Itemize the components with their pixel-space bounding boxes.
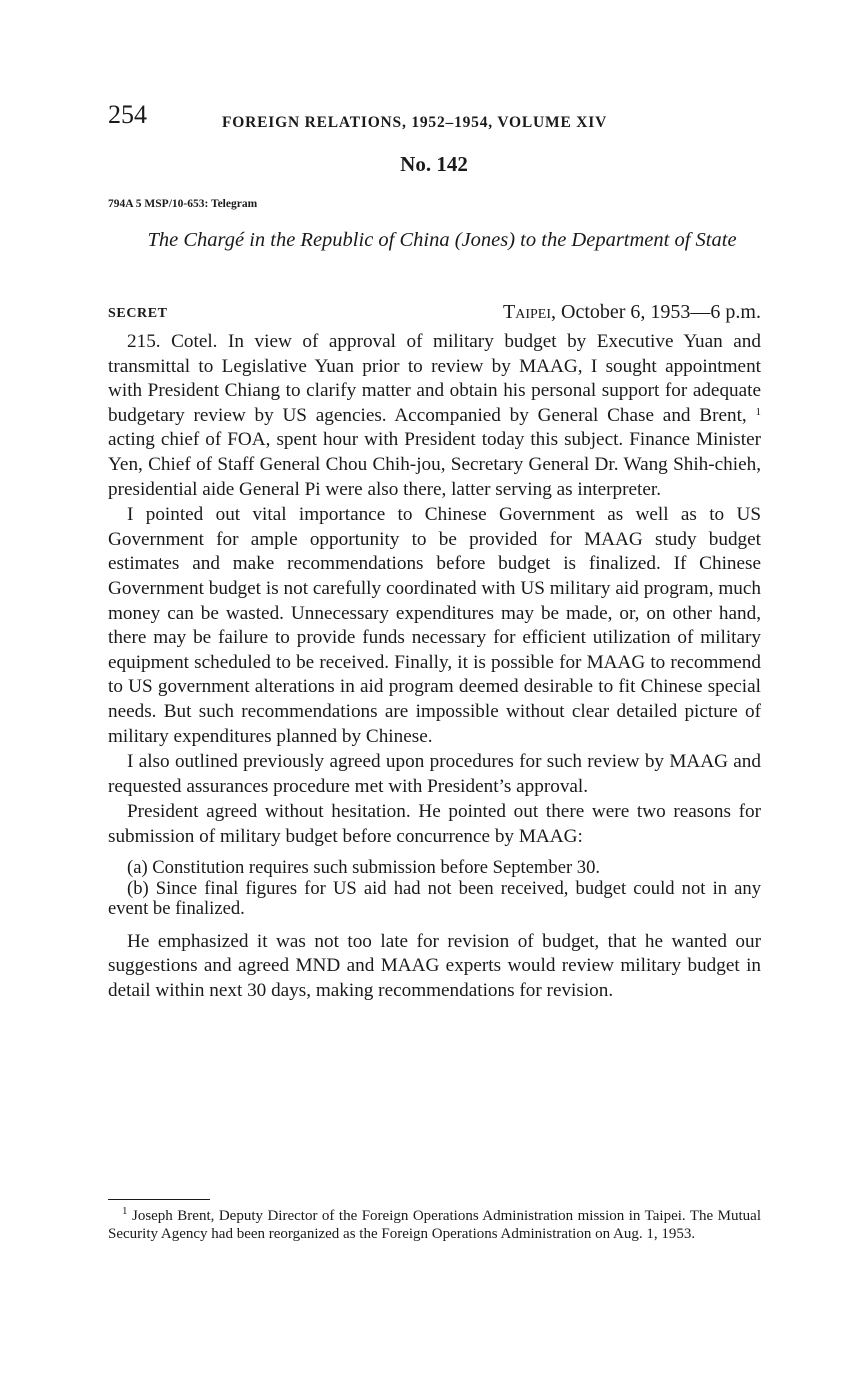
dateline <box>503 300 761 324</box>
reason-a: (a) Constitution requires such submission before September 30. <box>127 857 601 879</box>
footnote-rule <box>108 1199 210 1200</box>
footnote-marker: 1 <box>122 1205 128 1217</box>
file-reference: 794A 5 MSP/10-653: Telegram <box>108 198 258 210</box>
telegram-body <box>108 330 761 1003</box>
reasons-list <box>108 858 761 919</box>
page-number: 254 <box>108 100 147 129</box>
paragraph-2: I pointed out vital importance to Chinese Government as well as to US Government for ample opportunity to be provided for MAAG study budget estimates and make recommendations before budget is finalized. If Chinese Government budget is not carefully coordinated with US military aid program, much money can be wasted. Unnecessary expenditures may be made, or, on other hand, there may be failure to provide funds necessary for efficient utilization of military equipment scheduled to be received. Finally, it is possible for MAAG to recommend to US government alterations in aid program deemed desirable to fit Chinese special needs. But such recommendations are impossible without clear detailed picture of military expenditures planned by Chinese. <box>108 504 761 747</box>
document-number: No. 142 <box>400 152 468 176</box>
document-heading: The Chargé in the Republic of China (Jones) to the Department of State <box>147 229 737 251</box>
paragraph-5: He emphasized it was not too late for revision of budget, that he wanted our suggestions and agreed MND and MAAG experts would review military budget in detail within next 30 days, making recommendations for revision. <box>108 930 761 1001</box>
paragraph-1: 215. Cotel. In view of approval of military budget by Executive Yuan and transmittal to Legislative Yuan prior to review by MAAG, I sought appointment with President Chiang to clarify matter and obtain his personal support for adequate budgetary review by US agencies. Accompanied by General Chase and Brent, $^1$ acting chief of FOA, spent hour with President today this subject. Finance Minister Yen, Chief of Staff General Chou Chih-jou, Secretary General Dr. Wang Shih-chieh, presidential aide General Pi were also there, latter serving as interpreter. <box>108 331 761 500</box>
footnote-reference: 1 <box>755 405 761 418</box>
footnote-text: Joseph Brent, Deputy Director of the Foreign Operations Administration mission in Taipei. The Mutual Security Agency had been reorganized as the Foreign Operations Administration on Aug. 1, 1953. <box>108 1208 761 1242</box>
running-head: FOREIGN RELATIONS, 1952–1954, VOLUME XIV <box>222 114 608 131</box>
paragraph-3: I also outlined previously agreed upon procedures for such review by MAAG and requested assurances procedure met with President’s approval. <box>108 751 761 797</box>
dateline-date: , October 6, 1953—6 p.m. <box>551 301 761 323</box>
footnote <box>108 1205 761 1243</box>
classification-marking: SECRET <box>108 306 168 321</box>
reason-b: (b) Since final figures for US aid had not been received, budget could not in any event be finalized. <box>108 877 761 920</box>
paragraph-4: President agreed without hesitation. He pointed out there were two reasons for submission of military budget before concurrence by MAAG: <box>108 801 761 847</box>
dateline-city: Taipei <box>503 301 552 323</box>
